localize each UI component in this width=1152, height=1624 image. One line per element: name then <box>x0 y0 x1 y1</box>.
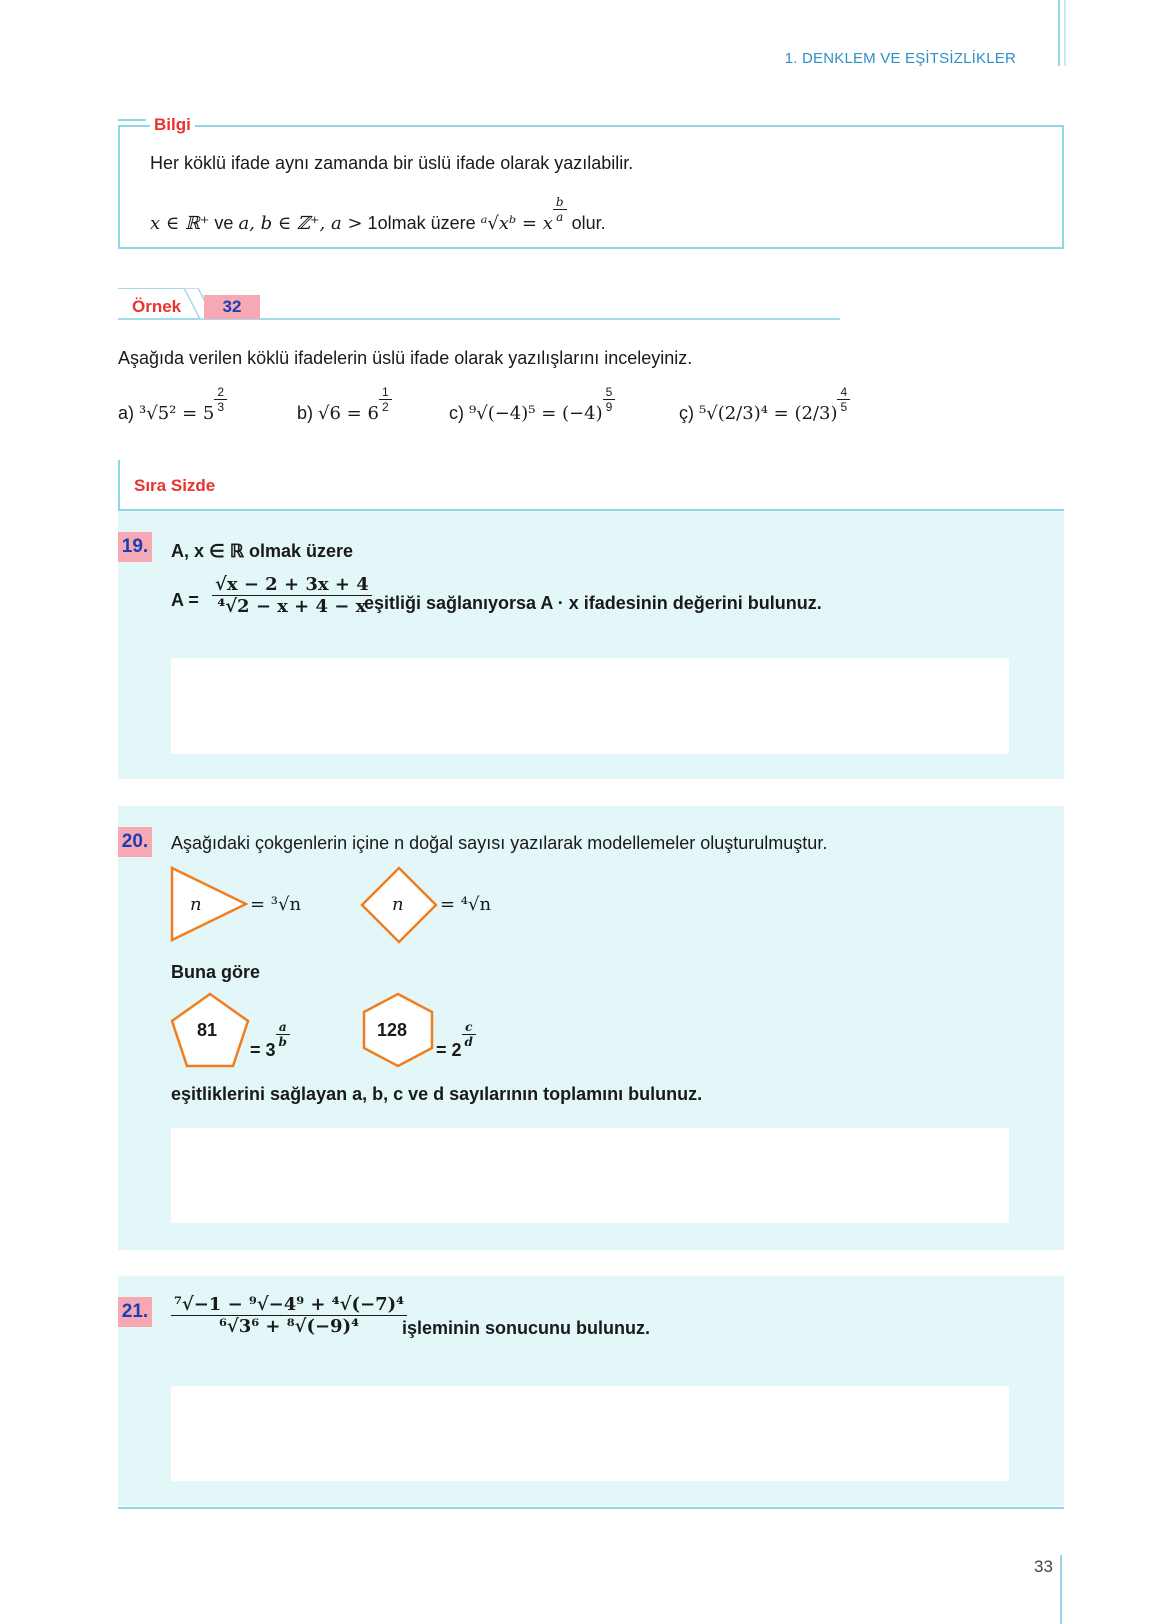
buna-gore-label: Buna göre <box>171 962 261 982</box>
item-expression: ³√5² = 5 <box>139 403 215 424</box>
triangle-shape <box>170 866 248 942</box>
answer-area[interactable] <box>171 1386 1009 1481</box>
question-21-prompt: işleminin sonucunu bulunuz. <box>402 1318 650 1338</box>
question-20-intro: Aşağıdaki çokgenlerin içine n doğal sayısı yazılarak modellemeler oluşturulmuştur. <box>171 833 828 853</box>
question-19-intro: A, x ∈ ℝ olmak üzere <box>171 541 353 561</box>
item-prefix: a) <box>118 403 135 423</box>
item-exponent <box>603 385 616 414</box>
info-label: Bilgi <box>150 115 195 135</box>
pentagon-label: 81 <box>197 1020 218 1040</box>
pentagon-base: = 3 <box>250 1040 276 1060</box>
fraction-denominator: ⁴√2 − x + 4 − x <box>217 596 367 617</box>
question-19-prompt: eşitliği sağlanıyorsa A · x ifadesinin değerini bulunuz. <box>364 593 822 613</box>
info-end: olur. <box>571 213 606 233</box>
hexagon-equation <box>436 1020 476 1061</box>
info-olmak: olmak üzere <box>377 213 476 233</box>
header-divider <box>1064 0 1066 66</box>
item-expression: ⁹√(−4)⁵ = (−4) <box>469 403 603 424</box>
item-exponent <box>379 385 392 414</box>
question-number: 21. <box>118 1297 152 1327</box>
header-divider <box>1058 0 1060 66</box>
question-20-prompt: eşitliklerini sağlayan a, b, c ve d sayılarının toplamını bulunuz. <box>171 1084 703 1104</box>
exp-num: a <box>276 1020 290 1035</box>
triangle-label: n <box>190 894 202 915</box>
pentagon-equation <box>250 1020 290 1061</box>
answer-area[interactable] <box>171 1128 1009 1223</box>
exp-den: d <box>464 1035 473 1049</box>
fraction-numerator: ⁷√−1 − ⁹√−4⁹ + ⁴√(−7)⁴ <box>171 1294 407 1316</box>
section-rule <box>118 460 120 510</box>
item-exponent <box>214 385 227 414</box>
answer-area[interactable] <box>171 658 1009 754</box>
hexagon-base: = 2 <box>436 1040 462 1060</box>
info-condition-ab: a, b ∈ ℤ⁺, a > <box>238 213 363 234</box>
triangle-equation: = ³√n <box>250 894 302 915</box>
exp-den: 9 <box>605 400 613 414</box>
item-expression: √6 = 6 <box>318 403 379 424</box>
question-number: 19. <box>118 532 152 562</box>
question-19-fraction <box>212 574 372 617</box>
question-number: 20. <box>118 827 152 857</box>
fraction <box>212 574 372 617</box>
item-prefix: c) <box>449 403 464 423</box>
exp-num: 5 <box>603 385 616 400</box>
exp-den: b <box>278 1035 287 1049</box>
example-item-b <box>297 385 392 424</box>
info-formula-line <box>150 195 606 234</box>
hexagon-label: 128 <box>377 1020 408 1040</box>
question-19-a-eq: A = <box>171 590 199 610</box>
fraction-denominator: ⁶√3⁶ + ⁸√(−9)⁴ <box>219 1316 359 1337</box>
info-exp-num: b <box>553 195 567 210</box>
question-21-fraction <box>171 1294 407 1337</box>
exp-num: 2 <box>214 385 227 400</box>
info-exponent <box>553 195 567 224</box>
info-box-tick <box>118 119 146 121</box>
example-text: Aşağıda verilen köklü ifadelerin üslü ifade olarak yazılışlarını inceleyiniz. <box>118 348 693 368</box>
info-one: 1 <box>367 213 378 233</box>
exp-den: 5 <box>840 400 848 414</box>
diamond-label: n <box>392 894 404 915</box>
info-condition-x: x ∈ ℝ⁺ <box>150 213 210 234</box>
your-turn-label: Sıra Sizde <box>134 476 216 495</box>
item-expression: ⁵√(2/3)⁴ = (2/3) <box>699 403 838 424</box>
exp-num: 1 <box>379 385 392 400</box>
page-number: 33 <box>1034 1557 1053 1576</box>
example-label: Örnek <box>132 297 182 316</box>
exp-den: 3 <box>217 400 225 414</box>
info-exp-den: a <box>556 210 564 224</box>
example-number: 32 <box>204 295 260 319</box>
fraction-numerator: √x − 2 + 3x + 4 <box>212 574 372 596</box>
item-prefix: ç) <box>679 403 694 423</box>
chapter-title: 1. DENKLEM VE EŞİTSİZLİKLER <box>784 50 1016 67</box>
diamond-equation: = ⁴√n <box>440 894 492 915</box>
info-ve: ve <box>214 213 234 233</box>
example-item-a <box>118 385 227 424</box>
pentagon-exponent <box>276 1020 290 1049</box>
hexagon-exponent <box>462 1020 476 1049</box>
bottom-rule <box>118 1507 1064 1509</box>
item-prefix: b) <box>297 403 314 423</box>
footer-divider <box>1060 1555 1062 1624</box>
example-item-c <box>449 385 615 424</box>
exp-num: c <box>462 1020 476 1035</box>
example-item-cc <box>679 385 850 424</box>
info-text: Her köklü ifade aynı zamanda bir üslü ifade olarak yazılabilir. <box>150 153 634 173</box>
exp-den: 2 <box>381 400 389 414</box>
fraction <box>171 1294 407 1337</box>
exp-num: 4 <box>837 385 850 400</box>
item-exponent <box>837 385 850 414</box>
info-formula: ᵃ√xᵇ = x <box>480 213 553 234</box>
